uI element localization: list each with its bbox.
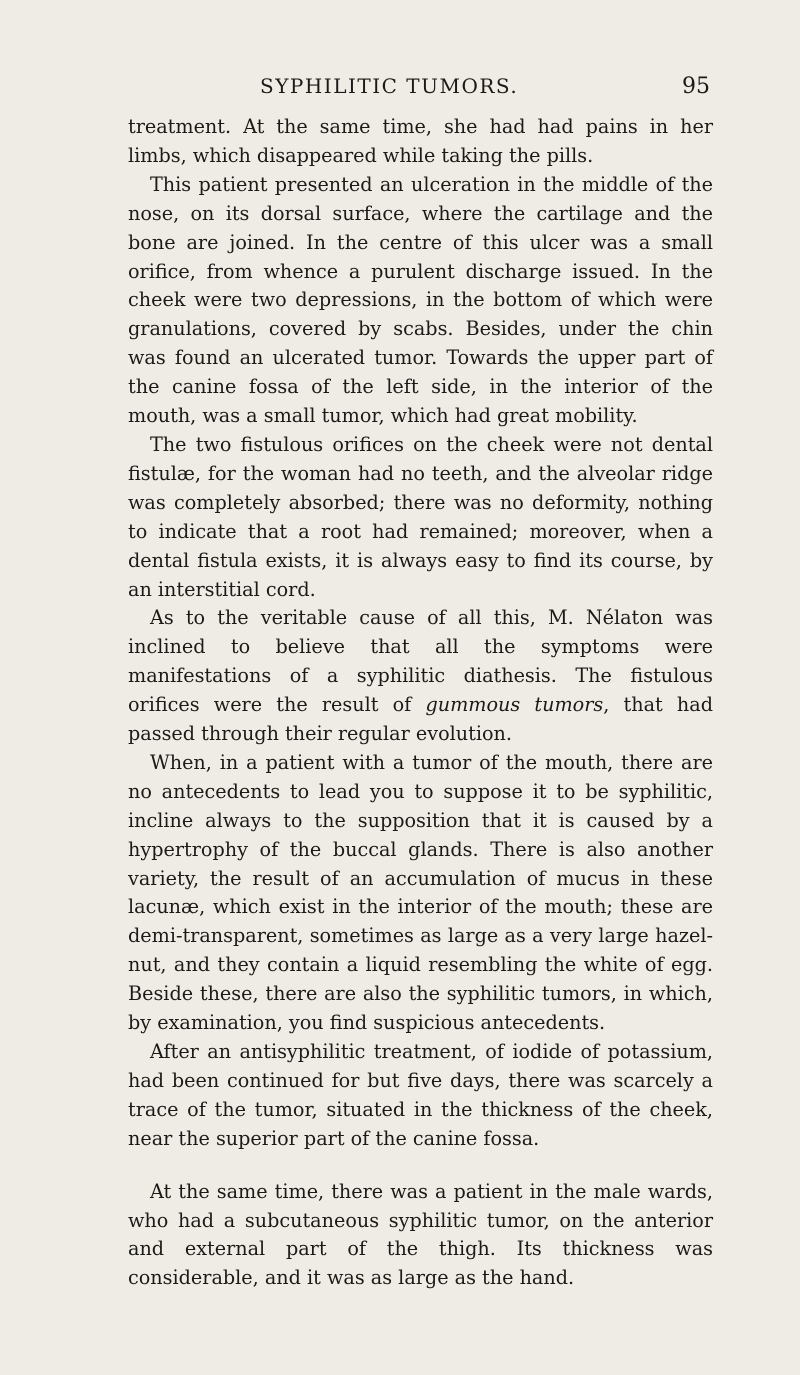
paragraph-7: At the same time, there was a patient in the male wards, who had a subcutaneous syphilitic tumor, on the anterior and external part of the thigh. Its thickness was considerable, and it was as large as the hand. xyxy=(128,1179,713,1290)
page-number: 95 xyxy=(682,74,710,99)
paragraph-6: After an antisyphilitic treatment, of iodide of potassium, had been continued for but five days, there was scarcely a trace of the tumor, situated in the thickness of the cheek, near the superior part of the canine fossa. xyxy=(128,1040,713,1150)
running-head xyxy=(130,74,710,104)
paragraph-1: treatment. At the same time, she had had pains in her limbs, which disappeared while taking the pills. xyxy=(128,115,713,167)
paragraph-2: This patient presented an ulceration in the middle of the nose, on its dorsal surface, where the cartilage and the bone are joined. In the centre of this ulcer was a small orifice, from whence a purulent discharge issued. In the cheek were two depressions, in the bottom of which were granulations, covered by scabs. Besides, under the chin was found an ulcerated tumor. Towards the upper part of the canine fossa of the left side, in the interior of the mouth, was a small tumor, which had great mobility. xyxy=(128,172,713,428)
paragraph-4-before: As to the veritable cause of all this, M. Nélaton was inclined to believe that all the symptoms were manifestations of a syphilitic diathesis. The fistulous orifices were the result of xyxy=(128,606,713,717)
running-title: SYPHILITIC TUMORS. xyxy=(260,74,519,98)
paragraph-4-after: , that had passed through their regular evolution. xyxy=(128,693,713,746)
body-text xyxy=(128,113,713,1293)
italic-term: gummous tumors xyxy=(425,693,604,717)
paragraph-3: The two fistulous orifices on the cheek were not dental fistulæ, for the woman had no teeth, and the alveolar ridge was completely absorbed; there was no deformity, nothing to indicate that a root had remained; moreover, when a dental fistula exists, it is always easy to find its course, by an interstitial cord. xyxy=(128,432,713,601)
paragraph-5: When, in a patient with a tumor of the mouth, there are no antecedents to lead you to suppose it to be syphilitic, incline always to the supposition that it is caused by a hypertrophy of the buccal glands. There is also another variety, the result of an accumulation of mucus in these lacunæ, which exist in the interior of the mouth; these are demi-transparent, sometimes as large as a very large hazel-nut, and they contain a liquid resembling the white of egg. Beside these, there are also the syphilitic tumors, in which, by examination, you find suspicious antecedents. xyxy=(128,750,713,1035)
paragraph-4 xyxy=(128,604,713,749)
